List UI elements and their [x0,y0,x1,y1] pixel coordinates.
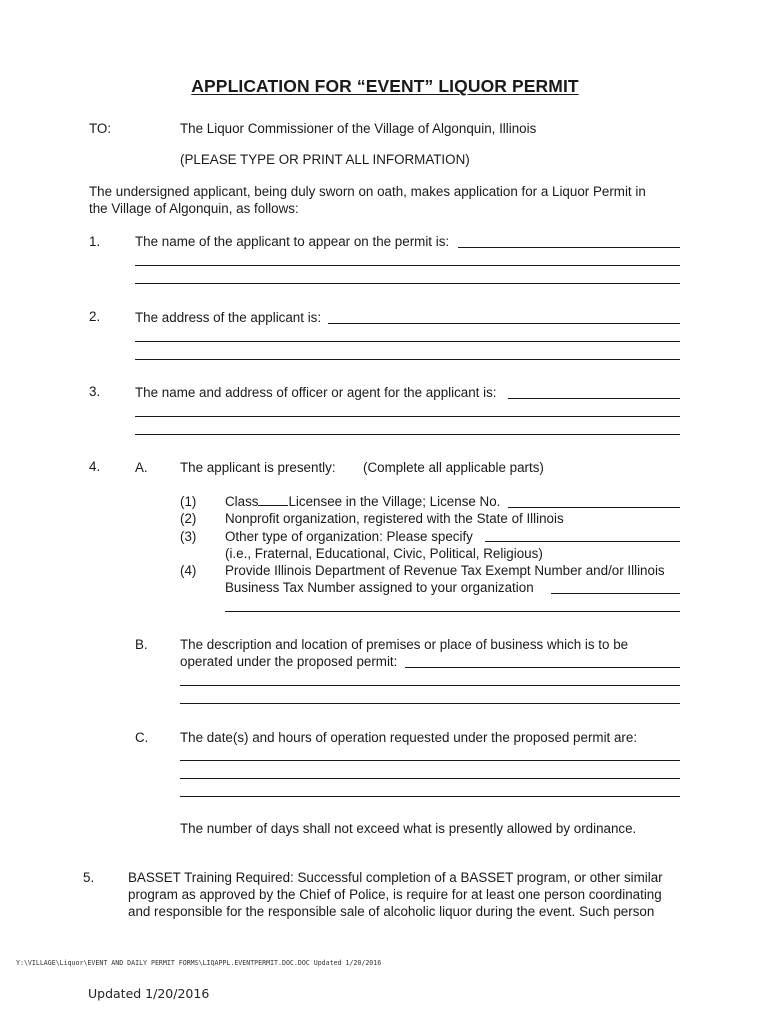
item-3-label: The name and address of officer or agent for the applicant is: [135,385,497,400]
tax-number-line-2[interactable] [225,611,680,612]
item-4c-label: The date(s) and hours of operation requested under the proposed permit are: [180,730,638,745]
applicant-name-field[interactable] [458,247,680,248]
option-3-text: Other type of organization: Please specify [225,529,473,544]
page-title: APPLICATION FOR “EVENT” LIQUOR PERMIT [191,76,579,96]
item-5-number: 5. [83,870,95,885]
to-recipient: The Liquor Commissioner of the Village of Algonquin, Illinois [180,121,537,136]
option-2-text: Nonprofit organization, registered with the State of Illinois [225,511,564,526]
item-4a-label: The applicant is presently: [180,460,336,475]
applicant-address-line-2[interactable] [135,341,680,342]
option-1-class-label: Class [225,494,259,509]
intro-line-2: the Village of Algonquin, as follows: [89,201,299,216]
item-4c-letter: C. [135,730,149,745]
item-2-number: 2. [89,309,101,324]
organization-type-field[interactable] [485,541,680,542]
updated-date: Updated 1/20/2016 [88,986,210,1001]
item-4b-line-1: The description and location of premises or place of business which is to be [180,637,629,652]
item-3-number: 3. [89,384,101,399]
premises-field[interactable] [405,667,680,668]
officer-agent-line-2[interactable] [135,416,680,417]
item-5-line-3: and responsible for the responsible sale of alcoholic liquor during the event. Such person [128,904,655,919]
item-4-number: 4. [89,459,101,474]
item-4a-letter: A. [135,460,148,475]
officer-agent-field[interactable] [508,398,680,399]
premises-line-3[interactable] [180,703,680,704]
item-4b-line-2: operated under the proposed permit: [180,654,398,669]
class-field[interactable] [258,493,288,506]
applicant-name-line-3[interactable] [135,283,680,284]
applicant-address-line-3[interactable] [135,359,680,360]
item-4a-note: (Complete all applicable parts) [363,460,544,475]
dates-hours-line-2[interactable] [180,778,680,779]
option-3-examples: (i.e., Fraternal, Educational, Civic, Political, Religious) [225,546,543,561]
option-2-number: (2) [180,511,197,526]
item-5-line-1: BASSET Training Required: Successful completion of a BASSET program, or other similar [128,870,663,885]
tax-number-field[interactable] [551,593,680,594]
applicant-address-field[interactable] [328,323,680,324]
option-1-text [225,493,500,510]
option-3-number: (3) [180,529,197,544]
intro-line-1: The undersigned applicant, being duly sworn on oath, makes application for a Liquor Permit in [89,184,646,199]
item-5-line-2: program as approved by the Chief of Police, is require for at least one person coordinating [128,887,662,902]
license-number-field[interactable] [508,507,680,508]
item-1-number: 1. [89,234,101,249]
premises-line-2[interactable] [180,685,680,686]
item-1-label: The name of the applicant to appear on the permit is: [135,234,450,249]
option-1-number: (1) [180,494,197,509]
dates-hours-line-3[interactable] [180,796,680,797]
dates-hours-line-1[interactable] [180,760,680,761]
officer-agent-line-3[interactable] [135,434,680,435]
option-4-line-2: Business Tax Number assigned to your organization [225,580,534,595]
option-4-line-1: Provide Illinois Department of Revenue Tax Exempt Number and/or Illinois [225,563,665,578]
footer-file-path: Y:\VILLAGE\Liquor\EVENT AND DAILY PERMIT FORMS\LIQAPPL.EVENTPERMIT.DOC.DOC Updated 1/20/2016 [16,959,382,967]
applicant-name-line-2[interactable] [135,265,680,266]
option-1-license-label: Licensee in the Village; License No. [288,494,501,509]
to-label: TO: [89,121,112,136]
print-instruction: (PLEASE TYPE OR PRINT ALL INFORMATION) [180,152,470,167]
item-4b-letter: B. [135,637,148,652]
item-2-label: The address of the applicant is: [135,310,322,325]
item-4c-note: The number of days shall not exceed what is presently allowed by ordinance. [180,821,637,836]
option-4-number: (4) [180,563,197,578]
